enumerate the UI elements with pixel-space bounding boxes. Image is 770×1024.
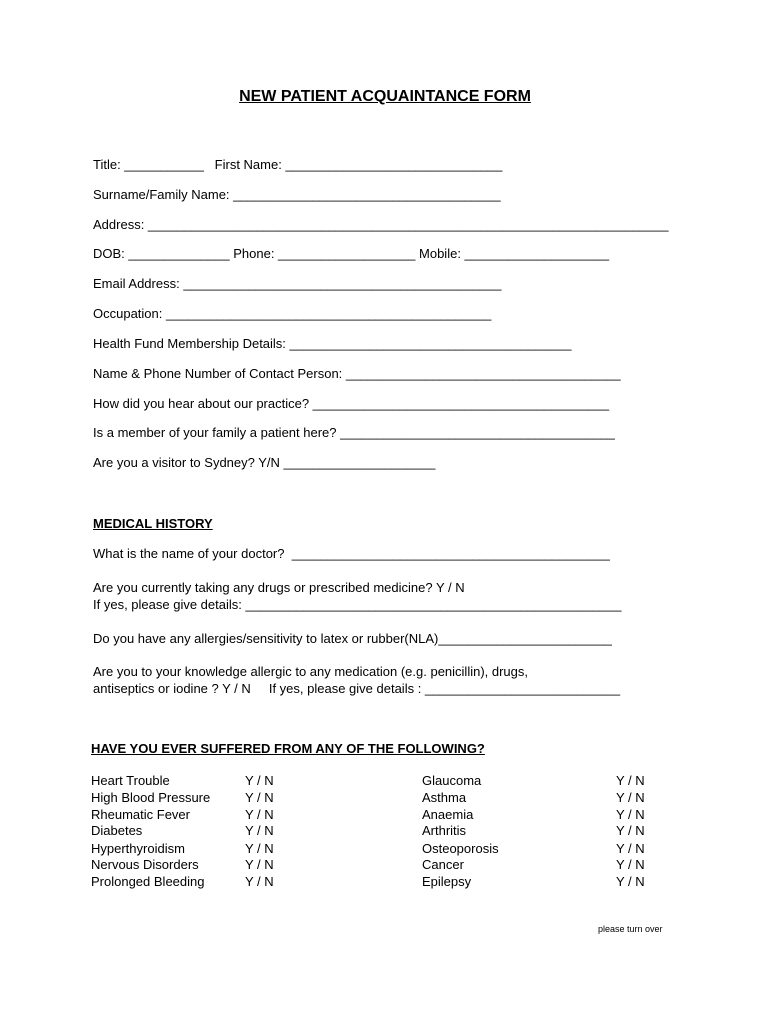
page-footer: please turn over <box>598 924 663 934</box>
condition-label: Diabetes <box>91 823 143 838</box>
medication-allergy-question: Are you to your knowledge allergic to any medication (e.g. penicillin), drugs, <box>93 664 529 679</box>
condition-label: Epilepsy <box>422 874 472 889</box>
yes-no-option[interactable]: Y / N <box>616 841 645 856</box>
drugs-details-field[interactable]: If yes, please give details: ____________________________________________________ <box>93 597 622 612</box>
yes-no-option[interactable]: Y / N <box>616 857 645 872</box>
referral-source-field[interactable]: How did you hear about our practice? _________________________________________ <box>93 396 610 411</box>
condition-label: Rheumatic Fever <box>91 807 190 822</box>
yes-no-option[interactable]: Y / N <box>616 773 645 788</box>
yes-no-option[interactable]: Y / N <box>245 790 274 805</box>
condition-label: Anaemia <box>422 807 474 822</box>
yes-no-option[interactable]: Y / N <box>245 773 274 788</box>
surname-field[interactable]: Surname/Family Name: _____________________________________ <box>93 187 501 202</box>
contact-person-field[interactable]: Name & Phone Number of Contact Person: ______________________________________ <box>93 366 621 381</box>
yes-no-option[interactable]: Y / N <box>616 823 645 838</box>
condition-label: Heart Trouble <box>91 773 170 788</box>
condition-label: High Blood Pressure <box>91 790 211 805</box>
yes-no-option[interactable]: Y / N <box>245 857 274 872</box>
family-patient-field[interactable]: Is a member of your family a patient here? ______________________________________ <box>93 425 615 440</box>
condition-label: Cancer <box>422 857 464 872</box>
condition-label: Nervous Disorders <box>91 857 199 872</box>
address-field[interactable]: Address: ________________________________________________________________________ <box>93 217 669 232</box>
yes-no-option[interactable]: Y / N <box>616 790 645 805</box>
visitor-field[interactable]: Are you a visitor to Sydney? Y/N _____________________ <box>93 455 436 470</box>
form-title: NEW PATIENT ACQUAINTANCE FORM <box>239 88 531 105</box>
yes-no-option[interactable]: Y / N <box>245 874 274 889</box>
allergies-field[interactable]: Do you have any allergies/sensitivity to latex or rubber(NLA)________________________ <box>93 631 612 646</box>
occupation-field[interactable]: Occupation: _____________________________________________ <box>93 306 492 321</box>
medical-history-heading: MEDICAL HISTORY <box>93 516 213 531</box>
conditions-heading: HAVE YOU EVER SUFFERED FROM ANY OF THE FOLLOWING? <box>91 741 485 756</box>
drugs-question[interactable]: Are you currently taking any drugs or prescribed medicine? Y / N <box>93 580 465 595</box>
yes-no-option[interactable]: Y / N <box>616 874 645 889</box>
condition-label: Hyperthyroidism <box>91 841 185 856</box>
yes-no-option[interactable]: Y / N <box>245 807 274 822</box>
title-first-name-field[interactable]: Title: ___________ First Name: ______________________________ <box>93 157 503 172</box>
health-fund-field[interactable]: Health Fund Membership Details: _______________________________________ <box>93 336 572 351</box>
doctor-field[interactable]: What is the name of your doctor? ____________________________________________ <box>93 546 610 561</box>
condition-label: Osteoporosis <box>422 841 499 856</box>
email-field[interactable]: Email Address: ____________________________________________ <box>93 276 502 291</box>
condition-label: Glaucoma <box>422 773 482 788</box>
condition-label: Asthma <box>422 790 467 805</box>
yes-no-option[interactable]: Y / N <box>245 841 274 856</box>
medication-allergy-details-field[interactable]: antiseptics or iodine ? Y / N If yes, please give details : ___________________________ <box>93 681 621 696</box>
condition-label: Prolonged Bleeding <box>91 874 205 889</box>
yes-no-option[interactable]: Y / N <box>245 823 274 838</box>
condition-label: Arthritis <box>422 823 467 838</box>
dob-phone-mobile-field[interactable]: DOB: ______________ Phone: ___________________ Mobile: ____________________ <box>93 246 610 261</box>
yes-no-option[interactable]: Y / N <box>616 807 645 822</box>
